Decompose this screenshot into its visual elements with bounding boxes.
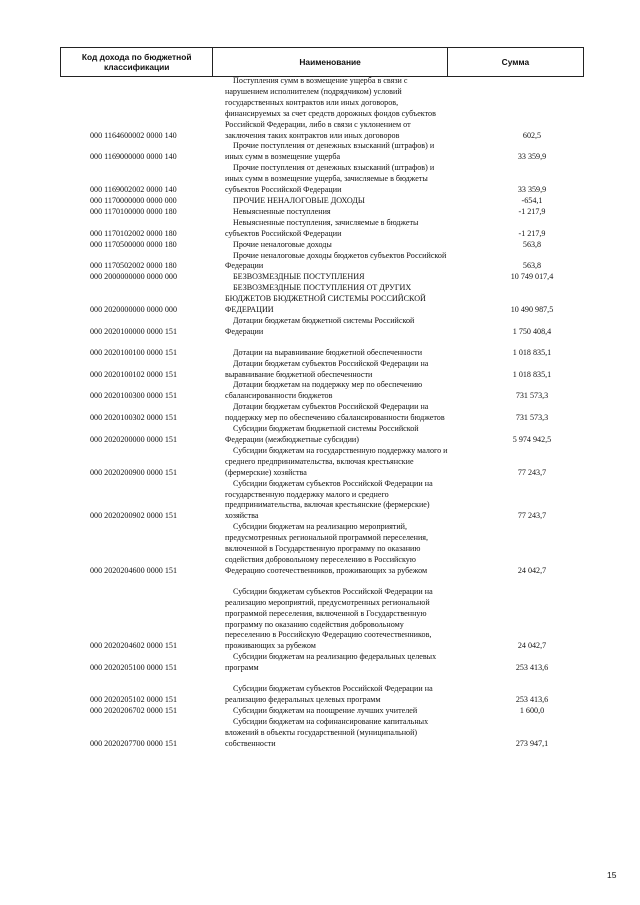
row-name: БЕЗВОЗМЕЗДНЫЕ ПОСТУПЛЕНИЯ bbox=[233, 272, 365, 282]
row-name: Субсидии бюджетам субъектов Российской Федерации на реализацию мероприятий, предусмотренных региональной программой переселения, включенной в Государственную программу по оказанию содействия добровольному переселению в Российскую Федерацию соотечественников, проживающих за рубежом bbox=[225, 586, 433, 651]
row-code: 000 2000000000 0000 000 bbox=[90, 272, 178, 282]
row-sum: 602,5 bbox=[522, 130, 542, 140]
row-name-cell bbox=[225, 76, 452, 141]
row-code: 000 2020100000 0000 151 bbox=[90, 326, 178, 336]
row-name-cell bbox=[225, 380, 452, 402]
row-name: Прочие неналоговые доходы бюджетов субъектов Российской Федерации bbox=[225, 250, 447, 271]
row-name: Субсидии бюджетам на реализацию мероприятий, предусмотренных региональной программой переселения, включенной в Государственную программу по оказанию содействия добровольному переселению в Российскую Федерацию соотечественников, проживающих за рубежом bbox=[225, 522, 429, 575]
row-name: Субсидии бюджетам на поощрение лучших учителей bbox=[233, 705, 418, 715]
row-code: 000 2020100300 0000 151 bbox=[90, 391, 178, 401]
row-sum: 10 749 017,4 bbox=[510, 272, 554, 282]
row-name: Прочие поступления от денежных взысканий (штрафов) и иных сумм в возмещение ущерба, зачисляемые в бюджеты субъектов Российской Федерации bbox=[225, 163, 435, 195]
revenue-table-body bbox=[60, 76, 586, 749]
table-row bbox=[60, 359, 586, 381]
row-code: 000 1170102002 0000 180 bbox=[90, 228, 177, 238]
header-name: Наименование bbox=[213, 48, 447, 77]
table-row bbox=[60, 218, 586, 240]
row-name-cell bbox=[225, 652, 452, 674]
row-name: ПРОЧИЕ НЕНАЛОГОВЫЕ ДОХОДЫ bbox=[233, 195, 365, 205]
row-sum: 33 359,9 bbox=[517, 152, 547, 162]
row-name: Субсидии бюджетам на реализацию федеральных целевых программ bbox=[225, 652, 437, 673]
table-row bbox=[60, 316, 586, 338]
row-sum: 10 490 987,5 bbox=[510, 305, 554, 315]
table-row bbox=[60, 577, 586, 652]
row-name-cell bbox=[225, 424, 452, 446]
row-name: Дотации бюджетам на поддержку мер по обеспечению сбалансированности бюджетов bbox=[225, 380, 423, 401]
row-name-cell bbox=[225, 717, 452, 750]
row-sum: 1 600,0 bbox=[519, 705, 545, 715]
row-sum: 1 018 835,1 bbox=[512, 369, 552, 379]
row-name-cell bbox=[225, 196, 452, 207]
table-row bbox=[60, 196, 586, 207]
table-row bbox=[60, 402, 586, 424]
row-code: 000 1170500000 0000 180 bbox=[90, 239, 177, 249]
row-sum: 77 243,7 bbox=[517, 467, 547, 477]
row-name: Поступления сумм в возмещение ущерба в связи с нарушением исполнителем (подрядчиком) условий государственных контрактов или иных договоров, финансируемых за счет средств дорожных фондов субъектов Российской Федерации, либо в связи с уклонением от заключения таких контрактов или иных договоров bbox=[225, 76, 436, 140]
table-row bbox=[60, 652, 586, 674]
row-name: Субсидии бюджетам на государственную поддержку малого и среднего предпринимательства, включая крестьянские (фермерские) хозяйства bbox=[225, 445, 448, 477]
row-name: Невыясненные поступления bbox=[233, 206, 331, 216]
header-sum: Сумма bbox=[447, 48, 583, 77]
row-name-cell bbox=[225, 706, 452, 717]
table-row bbox=[60, 141, 586, 163]
table-row bbox=[60, 380, 586, 402]
table-row bbox=[60, 207, 586, 218]
table-row bbox=[60, 272, 586, 283]
row-sum: 253 413,6 bbox=[515, 694, 549, 704]
row-name: Невыясненные поступления, зачисляемые в бюджеты субъектов Российской Федерации bbox=[225, 217, 419, 238]
row-name-cell bbox=[225, 338, 452, 359]
row-sum: 1 750 408,4 bbox=[512, 326, 552, 336]
row-code: 000 2020200000 0000 151 bbox=[90, 435, 178, 444]
row-sum: 24 042,7 bbox=[517, 565, 547, 575]
page-number: 15 bbox=[607, 870, 617, 880]
row-name: Прочие поступления от денежных взысканий (штрафов) и иных сумм в возмещение ущерба bbox=[225, 141, 435, 162]
row-sum: 253 413,6 bbox=[515, 663, 549, 673]
row-code: 000 1169002002 0000 140 bbox=[90, 185, 177, 195]
row-name: Дотации на выравнивание бюджетной обеспеченности bbox=[233, 347, 423, 357]
row-sum: 33 359,9 bbox=[517, 185, 547, 195]
table-row bbox=[60, 717, 586, 750]
row-sum: 5 974 942,5 bbox=[512, 435, 552, 444]
row-name: Субсидии бюджетам субъектов Российской Федерации на государственную поддержку малого и среднего предпринимательства, включая крестьянские (фермерские) хозяйства bbox=[225, 478, 433, 521]
table-row bbox=[60, 424, 586, 446]
row-name: Прочие неналоговые доходы bbox=[233, 239, 332, 249]
row-sum: -1 217,9 bbox=[518, 206, 546, 216]
row-name-cell bbox=[225, 207, 452, 218]
row-code: 000 2020200902 0000 151 bbox=[90, 511, 178, 521]
row-name: БЕЗВОЗМЕЗДНЫЕ ПОСТУПЛЕНИЯ ОТ ДРУГИХ БЮДЖЕТОВ БЮДЖЕТНОЙ СИСТЕМЫ РОССИЙСКОЙ ФЕДЕРАЦИИ bbox=[225, 283, 426, 315]
row-name-cell bbox=[225, 402, 452, 424]
row-name-cell bbox=[225, 141, 452, 163]
row-sum: 1 018 835,1 bbox=[512, 347, 552, 357]
row-code: 000 1170100000 0000 180 bbox=[90, 206, 177, 216]
row-name-cell bbox=[225, 674, 452, 706]
row-code: 000 2020207700 0000 151 bbox=[90, 738, 178, 748]
row-code: 000 1170000000 0000 000 bbox=[90, 195, 177, 205]
table-row bbox=[60, 338, 586, 359]
table-row bbox=[60, 674, 586, 706]
row-name: Дотации бюджетам субъектов Российской Федерации на поддержку мер по обеспечению сбалансированности бюджетов bbox=[225, 402, 445, 423]
table-header bbox=[60, 47, 584, 77]
row-name-cell bbox=[225, 316, 452, 338]
row-name: Дотации бюджетам бюджетной системы Российской Федерации bbox=[225, 315, 415, 336]
row-sum: 273 947,1 bbox=[515, 738, 549, 748]
row-code: 000 2020000000 0000 000 bbox=[90, 305, 178, 315]
row-sum: 731 573,3 bbox=[515, 413, 549, 423]
row-sum: 563,8 bbox=[522, 239, 542, 249]
row-code: 000 2020204600 0000 151 bbox=[90, 565, 178, 575]
table-row bbox=[60, 479, 586, 523]
table-row bbox=[60, 446, 586, 479]
table-row bbox=[60, 251, 586, 273]
row-code: 000 2020100100 0000 151 bbox=[90, 347, 178, 357]
row-sum: 731 573,3 bbox=[515, 391, 549, 401]
row-name-cell bbox=[225, 163, 452, 196]
row-name-cell bbox=[225, 283, 452, 316]
row-sum: 563,8 bbox=[522, 261, 542, 271]
row-name-cell bbox=[225, 359, 452, 381]
row-code: 000 2020100302 0000 151 bbox=[90, 413, 178, 423]
row-name: Субсидии бюджетам на софинансирование капитальных вложений в объекты государственной (муниципальной) собственности bbox=[225, 716, 429, 748]
row-name-cell bbox=[225, 240, 452, 251]
revenue-table bbox=[60, 76, 586, 749]
table-row bbox=[60, 163, 586, 196]
row-code: 000 2020204602 0000 151 bbox=[90, 641, 178, 651]
row-code: 000 2020100102 0000 151 bbox=[90, 369, 178, 379]
row-code: 000 1169000000 0000 140 bbox=[90, 152, 177, 162]
row-name-cell bbox=[225, 479, 452, 523]
row-sum: -1 217,9 bbox=[518, 228, 546, 238]
table-row bbox=[60, 240, 586, 251]
row-name: Субсидии бюджетам бюджетной системы Российской Федерации (межбюджетные субсидии) bbox=[225, 424, 419, 444]
row-code: 000 2020205100 0000 151 bbox=[90, 663, 178, 673]
row-code: 000 1170502002 0000 180 bbox=[90, 261, 177, 271]
row-code: 000 2020206702 0000 151 bbox=[90, 705, 178, 715]
row-name-cell bbox=[225, 522, 452, 577]
row-name-cell bbox=[225, 218, 452, 240]
table-row bbox=[60, 706, 586, 717]
row-code: 000 2020205102 0000 151 bbox=[90, 694, 178, 704]
table-row bbox=[60, 283, 586, 316]
row-sum: 24 042,7 bbox=[517, 641, 547, 651]
row-sum: -654,1 bbox=[521, 195, 543, 205]
row-name-cell bbox=[225, 272, 452, 283]
row-name-cell bbox=[225, 251, 452, 273]
row-sum: 77 243,7 bbox=[517, 511, 547, 521]
row-name: Дотации бюджетам субъектов Российской Федерации на выравнивание бюджетной обеспеченности bbox=[225, 358, 429, 379]
table-row bbox=[60, 76, 586, 141]
row-code: 000 2020200900 0000 151 bbox=[90, 467, 178, 477]
row-code: 000 1164600002 0000 140 bbox=[90, 130, 177, 140]
header-code: Код дохода по бюджетной классификации bbox=[61, 48, 213, 77]
row-name-cell bbox=[225, 577, 452, 652]
row-name: Субсидии бюджетам субъектов Российской Федерации на реализацию федеральных целевых программ bbox=[225, 684, 433, 704]
row-name-cell bbox=[225, 446, 452, 479]
table-row bbox=[60, 522, 586, 577]
